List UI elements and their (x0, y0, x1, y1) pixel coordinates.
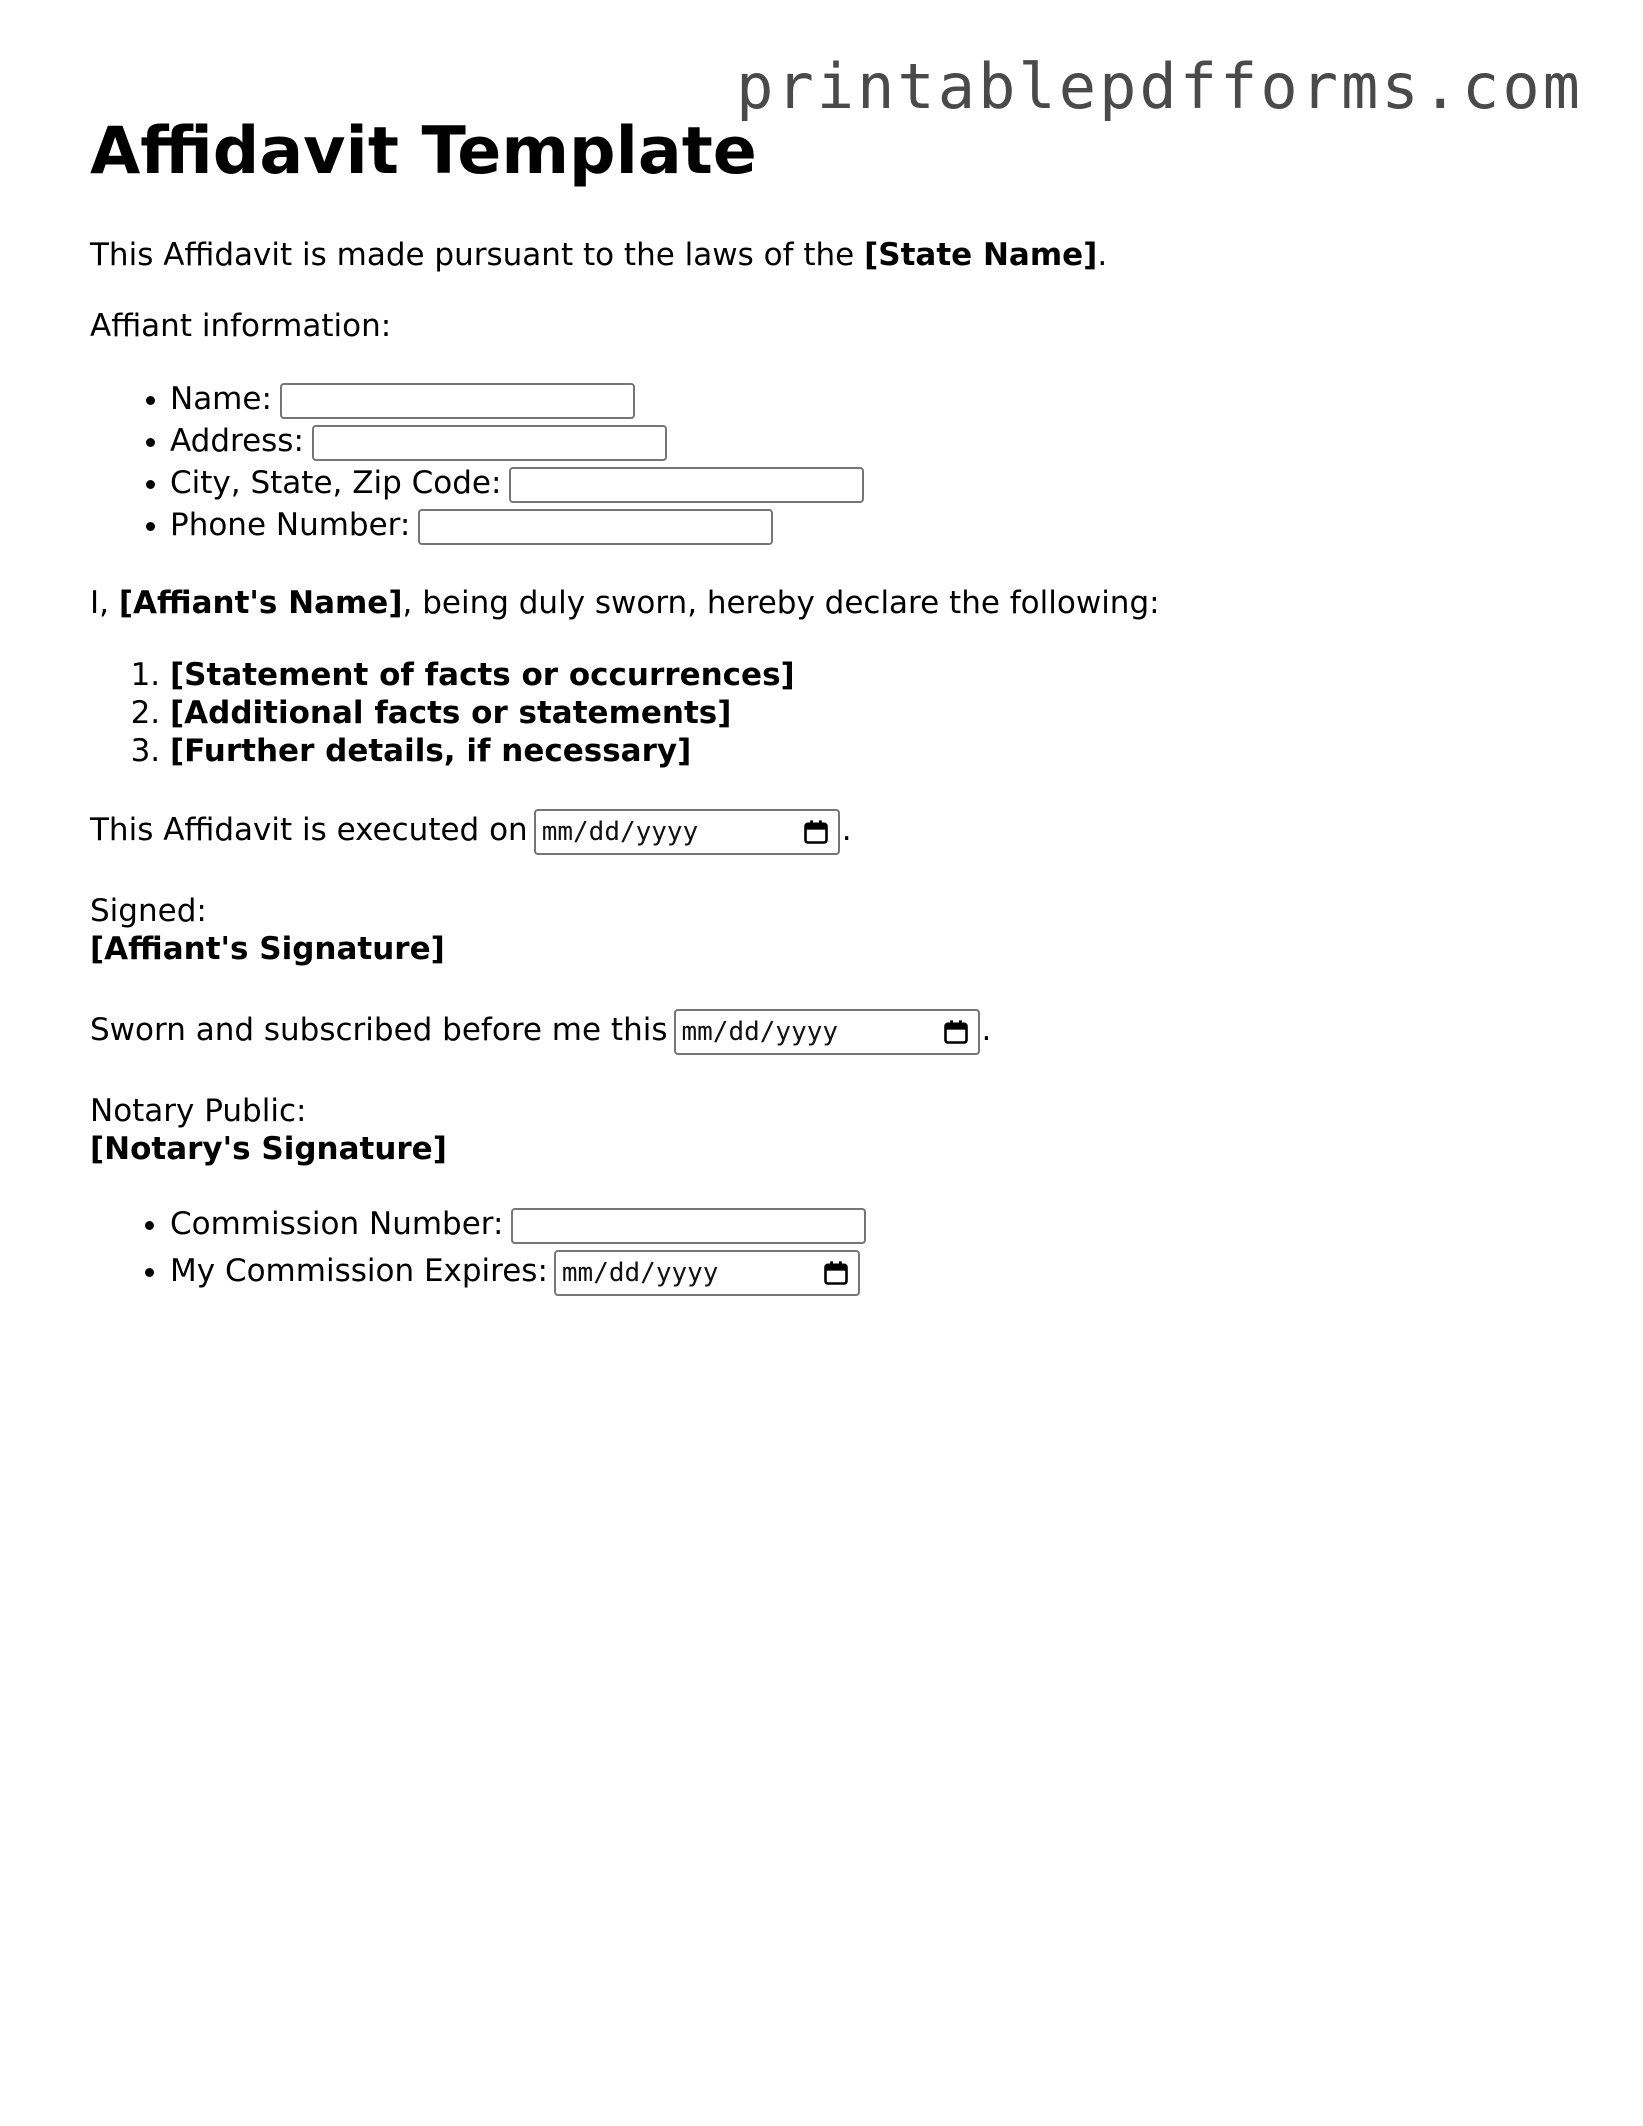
intro-text: This Affidavit is made pursuant to the laws of the (90, 237, 865, 273)
declaration-text: , being duly sworn, hereby declare the following: (402, 585, 1160, 621)
phone-number-label: Phone Number: (170, 507, 411, 543)
phone-number-input[interactable] (418, 509, 773, 545)
sworn-date-input[interactable] (674, 1009, 980, 1055)
execution-date-input[interactable] (534, 809, 840, 855)
state-name-placeholder: [State Name] (864, 237, 1098, 273)
commission-expires-label: My Commission Expires: (170, 1253, 548, 1289)
notary-signature-placeholder: [Notary's Signature] (90, 1131, 447, 1167)
affidavit-form (90, 112, 1570, 1296)
signed-block (90, 892, 1570, 968)
calendar-icon[interactable] (942, 1018, 970, 1046)
watermark: printablepdfforms.com (736, 50, 1583, 123)
affiant-info-heading: Affiant information: (90, 308, 392, 344)
commission-expires-input[interactable] (554, 1250, 860, 1296)
date-placeholder: mm/dd/yyyy (541, 816, 699, 847)
declaration-paragraph (90, 584, 1570, 622)
address-input[interactable] (312, 425, 667, 461)
affiant-name-placeholder: [Affiant's Name] (118, 585, 403, 621)
date-placeholder: mm/dd/yyyy (681, 1016, 839, 1047)
sworn-period: . (981, 1012, 992, 1048)
date-placeholder: mm/dd/yyyy (561, 1257, 719, 1288)
list-item (170, 420, 1570, 462)
commission-number-input[interactable] (511, 1208, 866, 1244)
city-state-zip-label: City, State, Zip Code: (170, 465, 502, 501)
page-title: Affidavit Template (90, 114, 757, 189)
city-state-zip-input[interactable] (509, 467, 864, 503)
notary-block (90, 1092, 1570, 1168)
list-item (170, 504, 1570, 546)
name-label: Name: (170, 381, 272, 417)
list-item (170, 462, 1570, 504)
commission-list (90, 1202, 1570, 1296)
signed-label: Signed: (90, 893, 207, 929)
intro-paragraph (90, 236, 1570, 274)
intro-period: . (1097, 237, 1108, 273)
calendar-icon[interactable] (802, 818, 830, 846)
affiant-info-list (90, 378, 1570, 546)
address-label: Address: (170, 423, 304, 459)
name-input[interactable] (280, 383, 635, 419)
fact-item: 1. [Statement of facts or occurrences] (170, 656, 1570, 694)
affiant-signature-placeholder: [Affiant's Signature] (90, 931, 445, 967)
facts-list (90, 656, 1570, 770)
fact-item: 3. [Further details, if necessary] (170, 732, 1570, 770)
notary-label: Notary Public: (90, 1093, 307, 1129)
execution-paragraph (90, 804, 1570, 856)
declaration-prefix: I, (90, 585, 119, 621)
fact-item: 2. [Additional facts or statements] (170, 694, 1570, 732)
list-item (170, 1246, 1570, 1296)
calendar-icon[interactable] (822, 1259, 850, 1287)
list-item (170, 1202, 1570, 1246)
list-item (170, 378, 1570, 420)
commission-number-label: Commission Number: (170, 1206, 504, 1242)
sworn-label: Sworn and subscribed before me this (90, 1012, 668, 1048)
sworn-paragraph (90, 1004, 1570, 1056)
execution-period: . (841, 812, 852, 848)
execution-label: This Affidavit is executed on (90, 812, 528, 848)
